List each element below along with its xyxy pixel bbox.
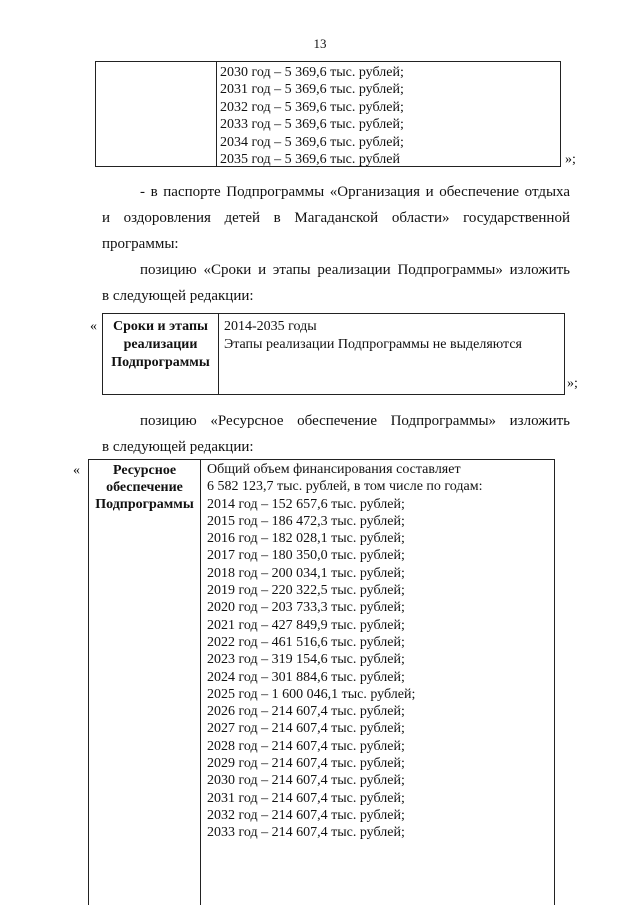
funding-line: Общий объем финансирования составляет (207, 462, 461, 477)
paragraph-passport (102, 179, 570, 257)
paragraph-line: - в паспорте Подпрограммы «Организация и обеспечение отдыха (140, 184, 570, 200)
closing-quote: »; (567, 376, 578, 391)
funding-line: 2028 год – 214 607,4 тыс. рублей; (207, 738, 405, 754)
year-row: 2035 год – 5 369,6 тыс. рублей (220, 152, 400, 168)
funding-line: 2030 год – 214 607,4 тыс. рублей; (207, 773, 405, 789)
funding-line: 2025 год – 1 600 046,1 тыс. рублей; (207, 686, 416, 702)
terms-stages: Этапы реализации Подпрограммы не выделяются (224, 337, 522, 352)
funding-line: 2016 год – 182 028,1 тыс. рублей; (207, 531, 405, 547)
year-row: 2032 год – 5 369,6 тыс. рублей; (220, 99, 404, 115)
funding-line: 2024 год – 301 884,6 тыс. рублей; (207, 669, 405, 685)
year-row: 2031 год – 5 369,6 тыс. рублей; (220, 82, 404, 98)
terms-value (224, 318, 560, 354)
funding-line: 2017 год – 180 350,0 тыс. рублей; (207, 548, 405, 564)
paragraph-line: и оздоровления детей в Магаданской области» государственной (102, 210, 570, 226)
year-row: 2033 год – 5 369,6 тыс. рублей; (220, 117, 404, 133)
year-row: 2030 год – 5 369,6 тыс. рублей; (220, 65, 404, 80)
table-label-cell (96, 62, 217, 166)
terms-table (102, 313, 565, 395)
funding-line: 2023 год – 319 154,6 тыс. рублей; (207, 652, 405, 668)
paragraph-line: программы: (102, 236, 179, 252)
funding-line: 2029 год – 214 607,4 тыс. рублей; (207, 756, 405, 772)
paragraph-line: в следующей редакции: (102, 288, 254, 304)
funding-line: 2014 год – 152 657,6 тыс. рублей; (207, 496, 405, 512)
paragraph-position-terms (102, 257, 570, 309)
opening-quote: « (73, 463, 80, 478)
paragraph-line: позицию «Сроки и этапы реализации Подпрограммы» изложить (140, 262, 570, 278)
funding-line: 2015 год – 186 472,3 тыс. рублей; (207, 513, 405, 529)
funding-line: 2019 год – 220 322,5 тыс. рублей; (207, 583, 405, 599)
page-number: 13 (313, 36, 327, 51)
year-row: 2034 год – 5 369,6 тыс. рублей; (220, 134, 404, 150)
funding-line: 2031 год – 214 607,4 тыс. рублей; (207, 790, 405, 806)
funding-line: 6 582 123,7 тыс. рублей, в том числе по годам: (207, 479, 483, 495)
closing-quote: »; (565, 152, 576, 167)
paragraph-line: позицию «Ресурсное обеспечение Подпрограммы» изложить (140, 413, 570, 429)
table-value-cell (220, 64, 556, 168)
funding-line: 2033 год – 214 607,4 тыс. рублей; (207, 825, 405, 841)
terms-label: Сроки и этапы реализации Подпрограммы (103, 314, 219, 394)
funding-line: 2018 год – 200 034,1 тыс. рублей; (207, 565, 405, 581)
terms-years: 2014-2035 годы (224, 319, 317, 334)
funding-line: 2027 год – 214 607,4 тыс. рублей; (207, 721, 405, 737)
paragraph-position-resources (102, 408, 570, 460)
funding-line: 2022 год – 461 516,6 тыс. рублей; (207, 634, 405, 650)
resources-label: Ресурсное обеспечение Подпрограммы (89, 460, 201, 905)
funding-table-continuation (95, 61, 561, 167)
paragraph-line: в следующей редакции: (102, 439, 254, 455)
opening-quote: « (90, 319, 97, 334)
resources-table (88, 459, 555, 905)
funding-line: 2021 год – 427 849,9 тыс. рублей; (207, 617, 405, 633)
resources-value (207, 461, 550, 842)
funding-line: 2032 год – 214 607,4 тыс. рублей; (207, 807, 405, 823)
funding-line: 2026 год – 214 607,4 тыс. рублей; (207, 704, 405, 720)
funding-line: 2020 год – 203 733,3 тыс. рублей; (207, 600, 405, 616)
